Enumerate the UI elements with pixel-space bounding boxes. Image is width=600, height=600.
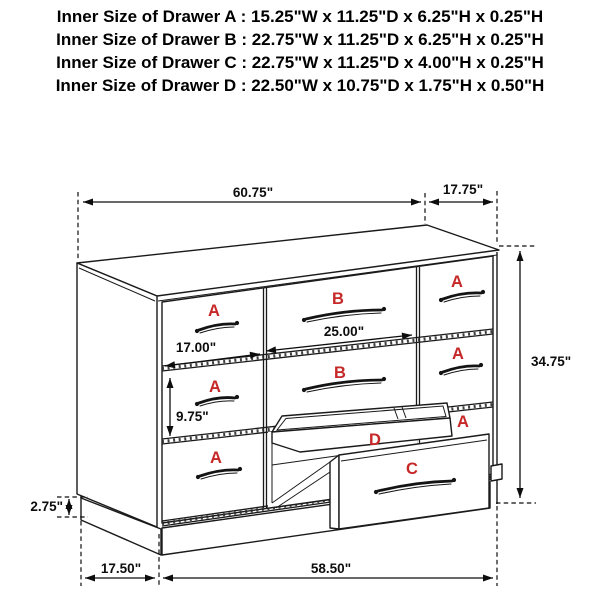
dim-label-overall-height: 34.75" [531, 354, 572, 369]
dim-overall-height [496, 246, 571, 503]
spec-line-drawer-c: Inner Size of Drawer C : 22.75"W x 11.25"D x 4.00"H x 0.25"H [56, 53, 544, 72]
dim-label-drawer-a-width: 17.00" [175, 340, 217, 355]
label-drawer-b-mid: B [334, 364, 346, 382]
label-tray-d: D [369, 431, 381, 449]
label-drawer-b-top: B [332, 290, 344, 308]
spec-line-drawer-d: Inner Size of Drawer D : 22.50"W x 10.75"D x 1.75"H x 0.50"H [55, 76, 545, 95]
spec-line-drawer-a: Inner Size of Drawer A : 15.25"W x 11.25"D x 6.25"H x 0.25"H [56, 7, 544, 26]
dim-label-top-depth: 17.75" [442, 182, 484, 197]
dim-base-height [30, 497, 88, 517]
label-drawer-a-top-right: A [451, 273, 463, 291]
label-drawer-a-bottom-right: A [457, 413, 469, 431]
label-drawer-a-top-left: A [208, 302, 220, 320]
dim-label-bottom-width: 58.50" [310, 561, 352, 576]
drawer-c-side-band [330, 455, 339, 529]
label-drawer-a-bottom-left: A [210, 449, 222, 467]
spec-line-drawer-b: Inner Size of Drawer B : 22.75"W x 11.25"D x 6.25"H x 0.25"H [56, 30, 544, 49]
dim-label-drawer-a-height: 9.75" [176, 409, 209, 424]
dim-label-base-height: 2.75" [30, 499, 63, 514]
right-base-corner [491, 464, 502, 481]
label-drawer-a-mid-left: A [209, 378, 221, 396]
dresser-drawing [77, 225, 502, 555]
label-drawer-a-mid-right: A [452, 345, 464, 363]
cabinet-left-side [77, 263, 157, 527]
label-drawer-c: C [406, 460, 418, 478]
dim-label-top-width: 60.75" [232, 185, 274, 200]
dim-label-drawer-b-width: 25.00" [323, 324, 365, 339]
dim-label-bottom-depth: 17.50" [100, 561, 142, 576]
